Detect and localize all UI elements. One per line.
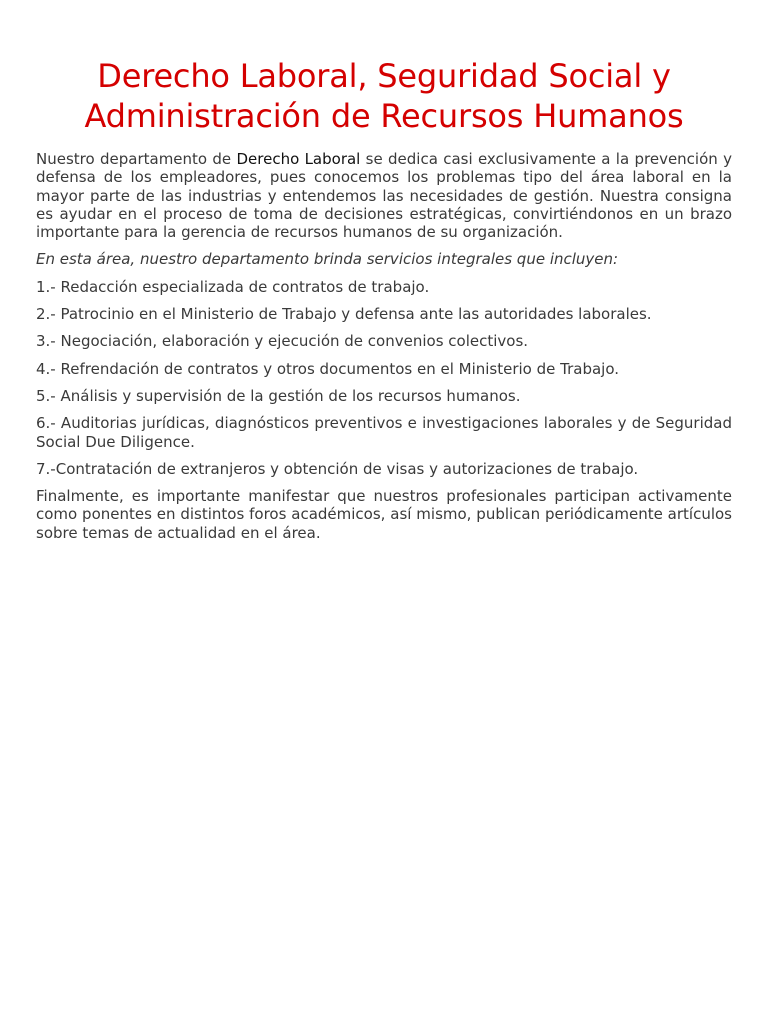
service-item: 3.- Negociación, elaboración y ejecución de convenios colectivos.	[36, 332, 529, 351]
intro-text-before: Nuestro departamento de	[36, 150, 237, 168]
service-item: 7.-Contratación de extranjeros y obtención de visas y autorizaciones de trabajo.	[36, 459, 639, 478]
services-list	[36, 278, 732, 478]
service-item: 2.- Patrocinio en el Ministerio de Trabajo y defensa ante las autoridades laborales.	[36, 305, 652, 324]
closing-paragraph: Finalmente, es importante manifestar que nuestros profesionales participan activamente como ponentes en distintos foros académicos, así mismo, publican periódicamente artículos sobre temas de actualidad en el área.	[36, 487, 732, 542]
derecho-laboral-link[interactable]: Derecho Laboral	[236, 150, 361, 168]
intro-paragraph	[36, 150, 732, 241]
service-item: 6.- Auditorias jurídicas, diagnósticos preventivos e investigaciones laborales y de Seguridad Social Due Diligence.	[36, 414, 732, 451]
service-item: 1.- Redacción especializada de contratos de trabajo.	[36, 277, 430, 296]
service-item: 5.- Análisis y supervisión de la gestión de los recursos humanos.	[36, 386, 521, 405]
page-title: Derecho Laboral, Seguridad Social y Administración de Recursos Humanos	[84, 57, 684, 135]
services-lead-in: En esta área, nuestro departamento brinda servicios integrales que incluyen:	[36, 250, 619, 269]
intro-text-after: se dedica casi exclusivamente a la prevención y defensa de los empleadores, pues conocemos los problemas tipo del área laboral en la mayor parte de las industrias y entendemos las necesidades de gestión. Nuestra consigna es ayudar en el proceso de toma de decisiones estratégicas, convirtiéndonos en un brazo importante para la gerencia de recursos humanos de su organización.	[36, 150, 732, 242]
service-item: 4.- Refrendación de contratos y otros documentos en el Ministerio de Trabajo.	[36, 359, 620, 378]
